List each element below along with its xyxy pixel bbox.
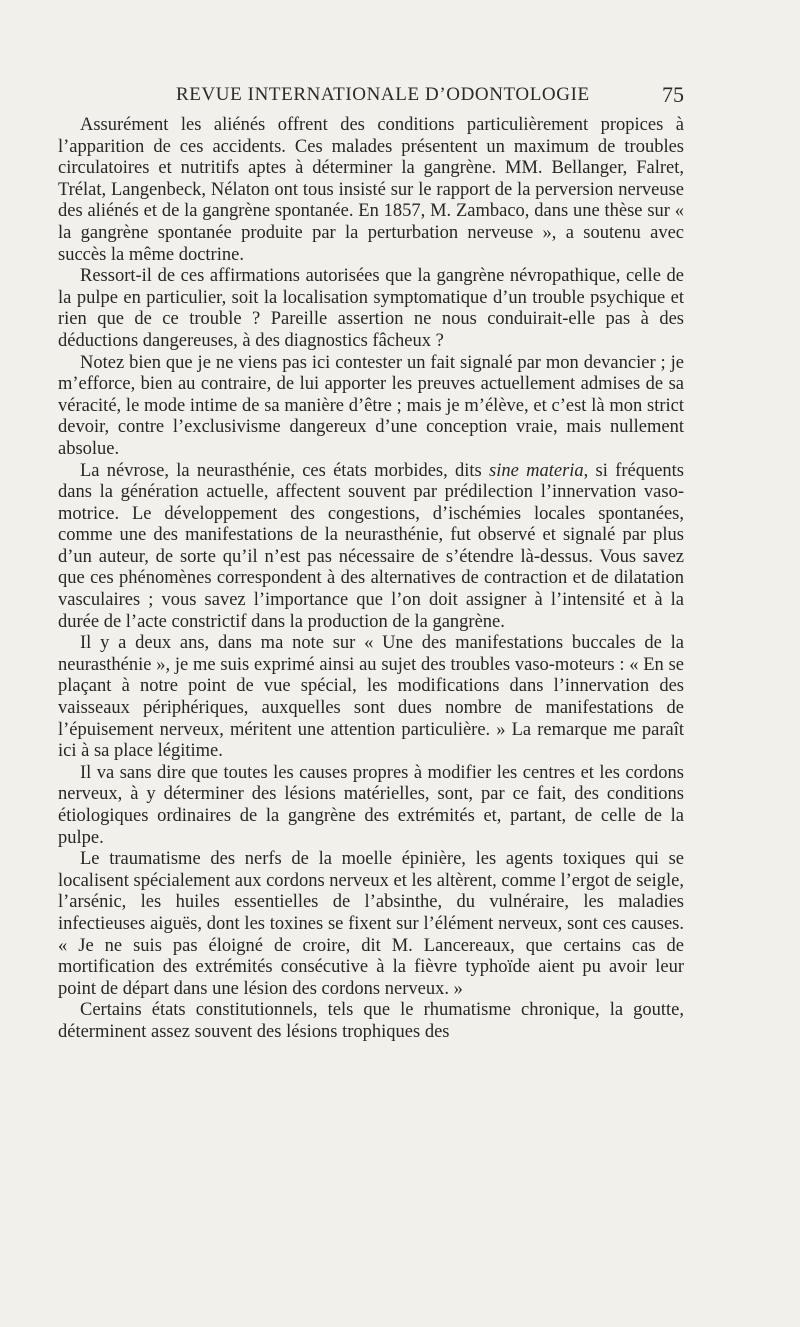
paragraph: Le traumatisme des nerfs de la moelle épinière, les agents toxiques qui se localisent spécialement aux cordons nerveux et les altèrent, comme l’ergot de seigle, l’arsénic, les huiles essentielles de l’absinthe, du vulnéraire, les maladies infectieuses aiguës, dont les toxines se fixent sur l’élément nerveux, sont ces causes. « Je ne suis pas éloigné de croire, dit M. Lancereaux, que certains cas de mortification des extrémités consécutive à la fièvre typhoïde aient pu avoir leur point de départ dans une lésion des cordons nerveux. »: [58, 849, 684, 999]
paragraph: Assurément les aliénés offrent des conditions particulièrement propices à l’apparition de ces accidents. Ces malades présentent un maximum de troubles circulatoires et nutritifs aptes à déterminer la gangrène. MM. Bellanger, Falret, Trélat, Langenbeck, Nélaton ont tous insisté sur le rapport de la perversion nerveuse des aliénés et de la gangrène spontanée. En 1857, M. Zambaco, dans une thèse sur « la gangrène spontanée produite par la perturbation nerveuse », a soutenu avec succès la même doctrine.: [58, 115, 684, 265]
running-title: REVUE INTERNATIONALE D’ODONTOLOGIE: [176, 84, 590, 105]
page-number: 75: [662, 82, 684, 107]
paragraph: Il va sans dire que toutes les causes propres à modifier les centres et les cordons nerveux, à y déterminer des lésions matérielles, sont, par ce fait, des conditions étiologiques ordinaires de la gangrène des extrémités et, partant, de celle de la pulpe.: [58, 762, 684, 848]
paragraph: Certains états constitutionnels, tels que le rhumatisme chronique, la goutte, déterminent assez souvent des lésions trophiques des: [58, 1000, 684, 1042]
paragraph: La névrose, la neurasthénie, ces états morbides, dits sine materia, si fréquents dans la génération actuelle, affectent souvent par prédilection l’innervation vaso-motrice. Le développement des congestions, d’ischémies locales spontanées, comme une des manifestations de la neurasthénie, fut observé et signalé par plus d’un auteur, de sorte qu’il n’est pas nécessaire de s’étendre là-dessus. Vous savez que ces phénomènes correspondent à des alternatives de contraction et de dilatation vasculaires ; vous savez l’importance que l’on doit assigner à l’intensité et à la durée de l’acte constrictif dans la production de la gangrène.: [58, 460, 684, 632]
page-header: [58, 84, 684, 112]
paragraph: Ressort-il de ces affirmations autorisées que la gangrène névropathique, celle de la pulpe en particulier, soit la localisation symptomatique d’un trouble psychique et rien que de ce trouble ? Pareille assertion ne nous conduirait-elle pas à des déductions dangereuses, à des diagnostics fâcheux ?: [58, 266, 684, 351]
italic-phrase: sine materia: [489, 460, 584, 481]
body-text: [58, 115, 684, 1044]
paragraph: Il y a deux ans, dans ma note sur « Une des manifestations buccales de la neurasthénie », je me suis exprimé ainsi au sujet des troubles vaso-moteurs : « En se plaçant à notre point de vue spécial, les modifications dans l’innervation des vaisseaux périphériques, auxquelles sont dues nombre de manifestations de l’épuisement nerveux, méritent une attention particulière. » La remarque me paraît ici à sa place légitime.: [58, 633, 684, 762]
paragraph: Notez bien que je ne viens pas ici contester un fait signalé par mon devancier ; je m’efforce, bien au contraire, de lui apporter les preuves actuellement admises de sa véracité, le mode intime de sa manière d’être ; mais je m’élève, et c’est là mon strict devoir, contre l’exclusivisme dangereux d’une conception vraie, mais nullement absolue.: [58, 352, 684, 459]
